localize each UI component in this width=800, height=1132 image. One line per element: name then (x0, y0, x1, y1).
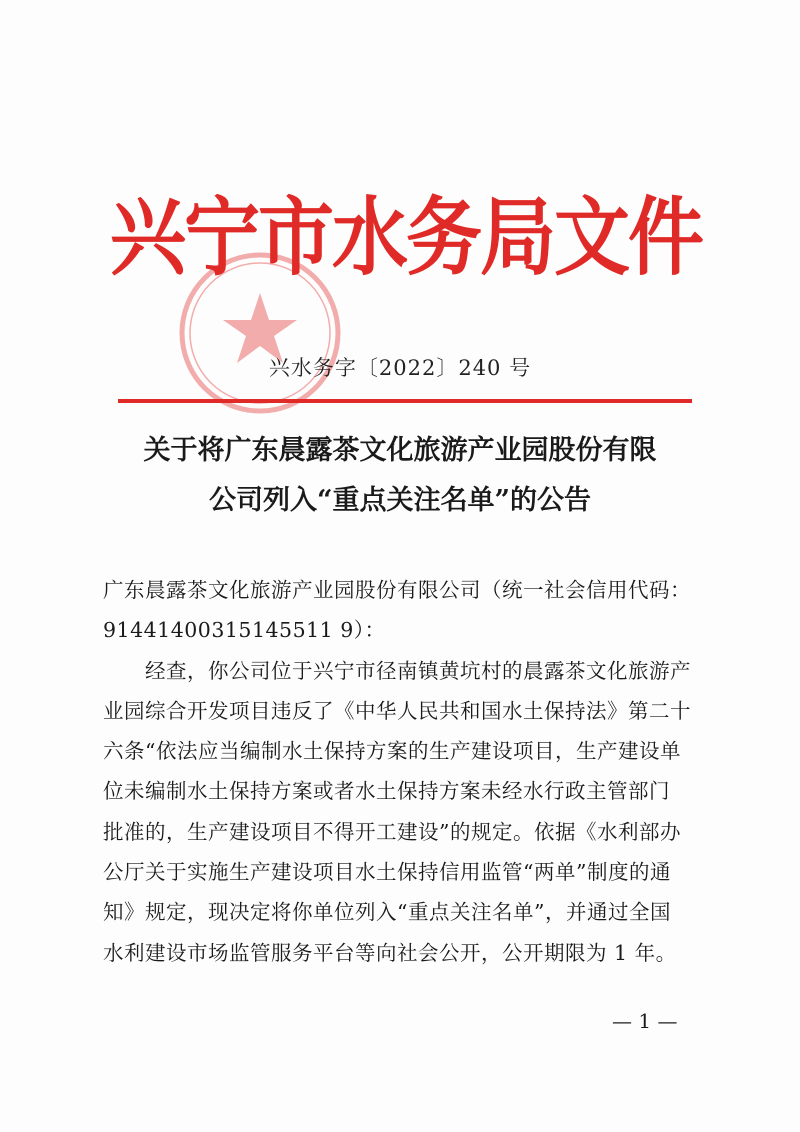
page-number: — 1 — (612, 1009, 678, 1033)
paragraph-line: 水利建设市场监管服务平台等向社会公开，公开期限为 1 年。 (103, 940, 677, 965)
paragraph-line: 六条“依法应当编制水土保持方案的生产建设项目，生产建设单 (103, 739, 681, 764)
paragraph-line: 公厅关于实施生产建设项目水土保持信用监管“两单”制度的通 (103, 860, 671, 885)
addressee-line: 91441400315145511 9）： (103, 618, 386, 643)
notice-title (100, 426, 700, 526)
notice-title-line: 关于将广东晨露茶文化旅游产业园股份有限 (143, 435, 657, 466)
notice-title-line: 公司列入“重点关注名单”的公告 (208, 485, 592, 516)
paragraph-line: 经查，你公司位于兴宁市径南镇黄坑村的晨露茶文化旅游产 (145, 658, 691, 683)
issuer-title: 兴宁市水务局文件 (110, 187, 702, 288)
notice-body (103, 570, 703, 973)
paragraph-line: 位未编制水土保持方案或者水土保持方案未经水行政主管部门 (103, 779, 670, 804)
official-seal-icon (175, 248, 345, 418)
paragraph-line: 业园综合开发项目违反了《中华人民共和国水土保持法》第二十 (103, 698, 691, 723)
paragraph-line: 批准的，生产建设项目不得开工建设”的规定。依据《水利部办 (103, 819, 681, 844)
addressee (103, 570, 703, 651)
addressee-line: 广东晨露茶文化旅游产业园股份有限公司（统一社会信用代码： (103, 578, 691, 602)
header-divider (118, 399, 692, 403)
document-number: 兴水务字〔2022〕240 号 (268, 356, 532, 380)
body-paragraph (103, 651, 703, 973)
paragraph-line: 知》规定，现决定将你单位列入“重点关注名单”，并通过全国 (103, 900, 671, 925)
